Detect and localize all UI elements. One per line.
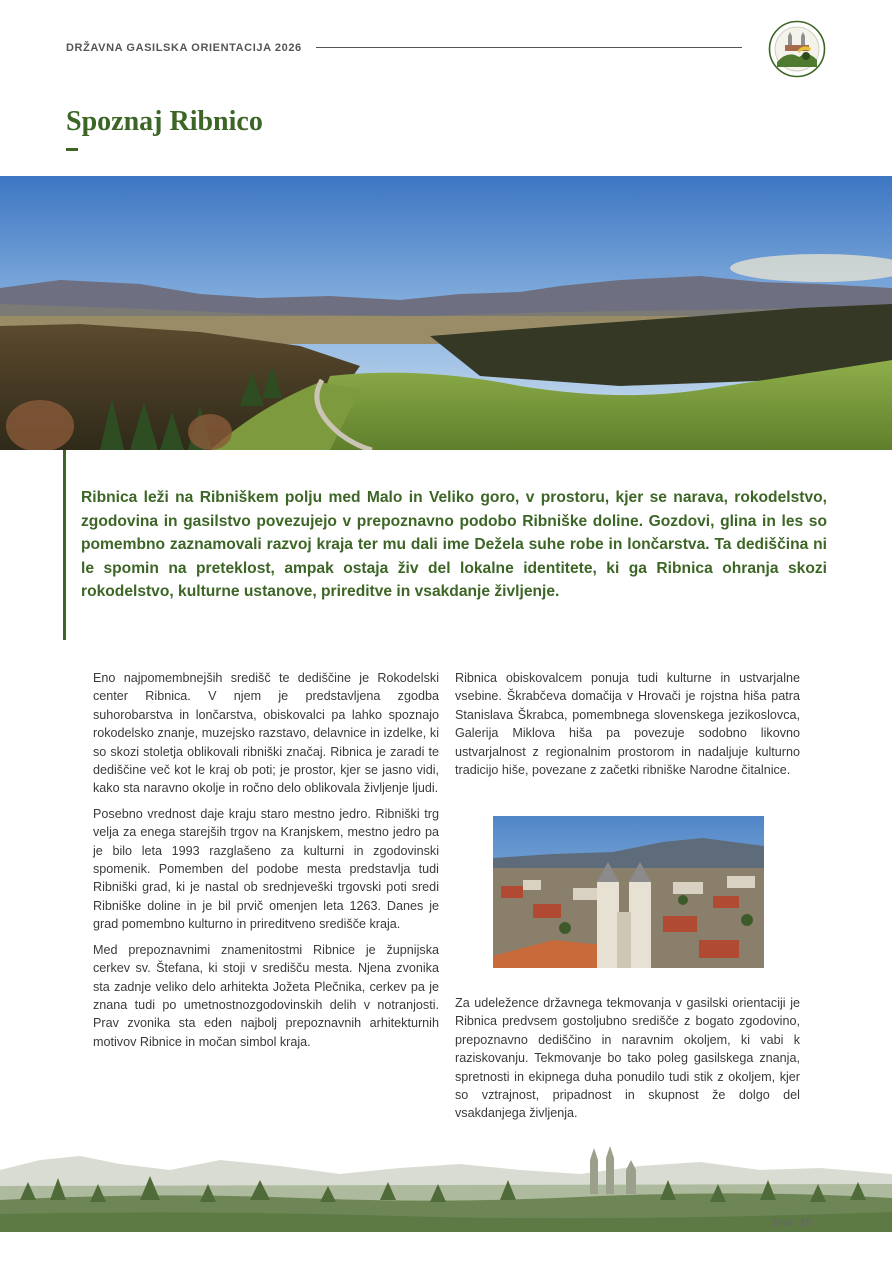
body-paragraph: Med prepoznavnimi znamenitostmi Ribnice je župnijska cerkev sv. Štefana, ki stoji v središču mesta. Njena zvonika sta zadnje veliko delo arhitekta Jožeta Plečnika, cerkev pa je znana tudi po umetnostnozgodovinskih delih v notranjosti. Prav zvonika sta eden najbolj prepoznavnih arhitekturnih motivov Ribnice in močan simbol kraja. [93,942,439,1049]
document-header-label: DRŽAVNA GASILSKA ORIENTACIJA 2026 [66,42,302,54]
body-paragraph: Posebno vrednost daje kraju staro mestno jedro. Ribniški trg velja za enega starejših trgov na Kranjskem, mestno jedro pa je bilo leta 1993 razglašeno za kulturni in zgodovinski spomenik. Pomemben del podobe mesta predstavlja tudi Ribniški grad, ki je nastal ob srednjeveški trgovski poti sredi Ribniške doline in je bil prvič omenjen leta 1263. Danes je grad pomembno kulturno in prireditveno središče kraja. [93,806,439,932]
title-underline [66,148,78,151]
body-paragraph: Ribnica obiskovalcem ponuja tudi kulturne in ustvarjalne vsebine. Škrabčeva domačija v Hrovači je rojstna hiša patra Stanislava Škrabca, pomembnega slovenskega jezikoslovca, Galerija Miklova hiša pa povezuje sodobno likovno ustvarjalnost z regionalnim prostorom in nadaljuje kulturno tradicijo hiše, povezane z začetki ribniške Narodne čitalnice. [455,671,800,778]
event-emblem-icon [768,20,826,78]
intro-accent-bar [63,450,66,640]
header-divider [316,47,742,48]
body-paragraph: Eno najpomembnejših središč te dediščine je Rokodelski center Ribnica. V njem je predstavljena zgodba suhorobarstva in lončarstva, obiskovalci pa lahko spoznajo rokodelsko znanje, muzejsko razstavo, delavnice in izdelke, ki so skozi stoletja oblikovali ribniški značaj. Ribnica je zaradi te dediščine več kot le kraj ob poti; je prostor, kjer se jasno vidi, kako sta naravno okolje in ročno delo oblikovala življenje ljudi. [93,671,439,796]
page-title: Spoznaj Ribnico [66,106,263,137]
ribnica-town-photo [493,816,764,968]
right-text-column-bottom [455,994,800,1130]
right-text-column-top [455,669,800,786]
left-text-column [93,669,439,1058]
landscape-illustration [0,1140,892,1232]
intro-paragraph: Ribnica leži na Ribniškem polju med Malo in Veliko goro, v prostoru, kjer se narava, rokodelstvo, zgodovina in gasilstvo povezujejo v prepoznavno podobo Ribniške doline. Gozdovi, glina in les so pomembno zaznamovali razvoj kraja ter mu dali ime Dežela suhe robe in lončarstva. Ta dediščina ni le spomin na preteklost, ampak ostaja živ del lokalne identitete, ki ga Ribnica ohranja skozi rokodelstvo, kulturne ustanove, prireditve in vsakdanje življenje. [81,489,827,600]
page-number: Stran 19 [770,1217,812,1229]
panorama-photo [0,176,892,450]
body-paragraph: Za udeležence državnega tekmovanja v gasilski orientaciji je Ribnica predvsem gostoljubno središče z bogato zgodovino, prepoznavno dediščino in naravnim okoljem, ki vabi k raziskovanju. Tekmovanje bo tako poleg gasilskega znanja, spretnosti in ekipnega duha ponudilo tudi stik z okoljem, kjer so vztrajnost, pripadnost in skupnost že dolgo del vsakdanjega življenja. [455,996,800,1121]
